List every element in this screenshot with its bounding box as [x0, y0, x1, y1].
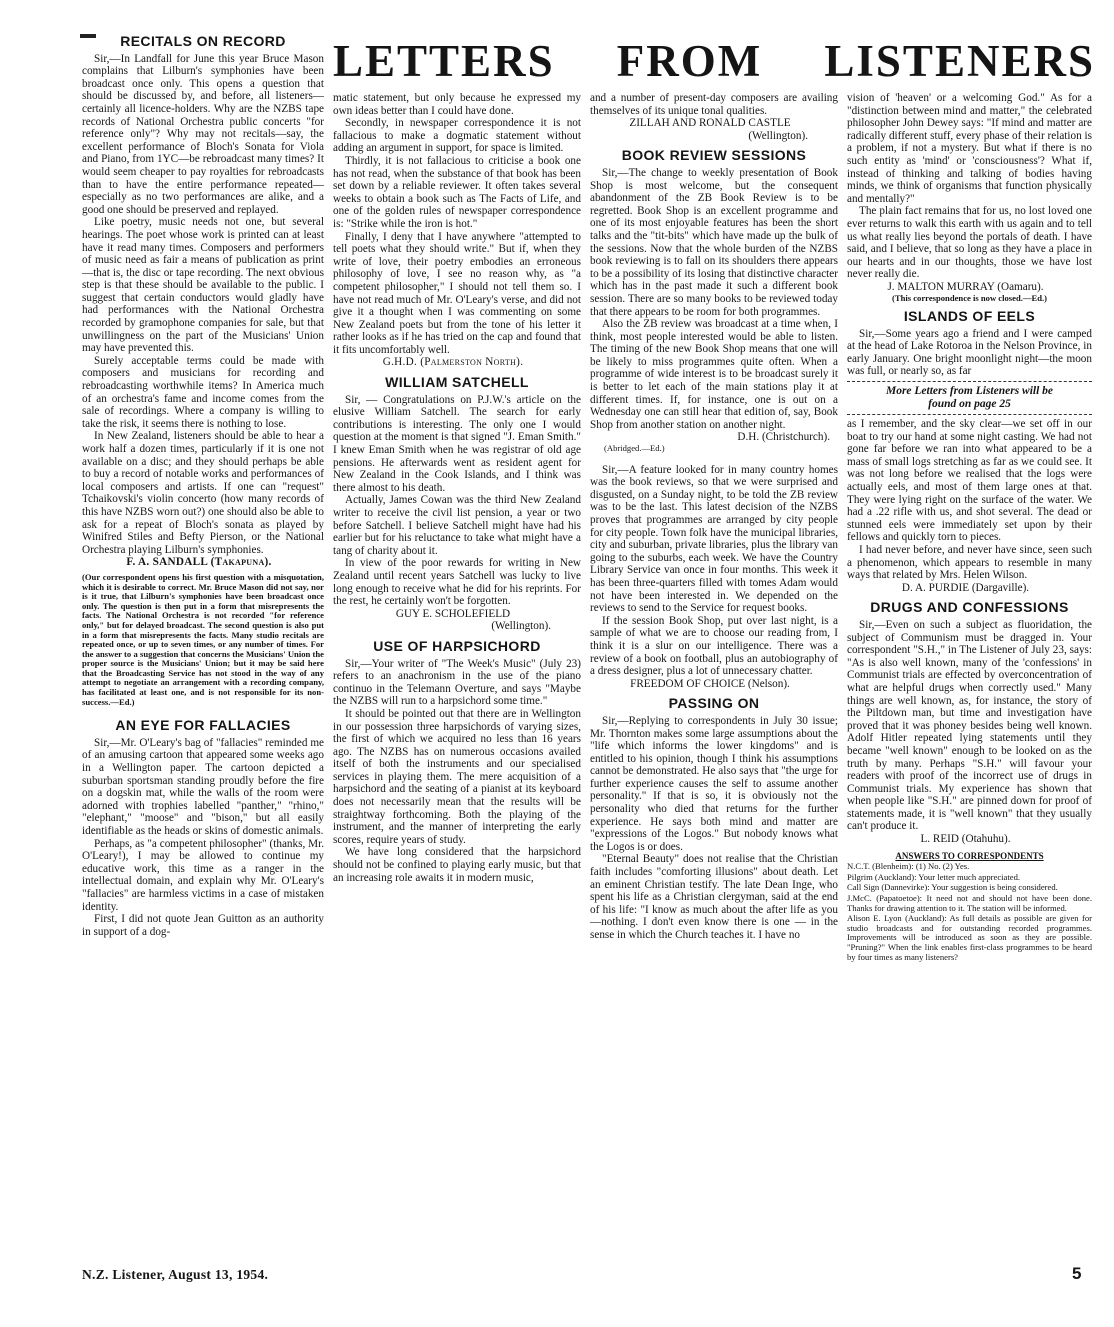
- paragraph: The plain fact remains that for us, no lost loved one ever returns to walk this earth with us again and to tell us what really lies beyond the portals of death. I have said, and I believe, that so long as they have a place in our hearts and in our thoughts, those we have lost never really die.: [847, 205, 1092, 281]
- paragraph: vision of 'heaven' or a welcoming God." As for a "distinction between mind and matter," the celebrated philosopher John Dewey says: "If mind and matter are radically different stuff, every phase of their relation is a problem, if not a mystery. But what if there is no such entity as 'mind' or 'consciousness'? What if, instead of thinking and talking of bodies having minds, we think of organisms that function physically and mentally?": [847, 92, 1092, 205]
- paragraph: matic statement, but only because he expressed my own ideas better than I could have done.: [333, 92, 581, 117]
- page-number: 5: [1072, 1264, 1082, 1283]
- signature: L. REID (Otahuhu).: [920, 833, 1011, 846]
- paragraph: I had never before, and never have since, seen such a phenomenon, which appears to resemble in many ways that related by Mrs. Helen Wilson.: [847, 544, 1092, 582]
- heading-an-eye-for-fallacies: AN EYE FOR FALLACIES: [115, 717, 291, 734]
- signature-location: (Wellington).: [491, 620, 551, 633]
- issue-footer: N.Z. Listener, August 13, 1954.: [82, 1267, 269, 1282]
- signature: D.H. (Christchurch).: [737, 431, 830, 444]
- signature: FREEDOM OF CHOICE (Nelson).: [630, 677, 790, 690]
- signature: F. A. SANDALL (Takapuna).: [126, 556, 272, 569]
- closed-note: (This correspondence is now closed.—Ed.): [891, 292, 1047, 303]
- paragraph: We have long considered that the harpsichord should not be confined to playing early music, but that an increasing role awaits it in modern music,: [333, 846, 581, 884]
- signature: ZILLAH AND RONALD CASTLE: [629, 117, 791, 130]
- answer-item: Alison E. Lyon (Auckland): As full details as possible are given for studio broadcasts and for outstanding recorded programmes. Improvements will be introduced as soon as they are possible. "Pruning?" When the link enables first-class programmes to be heard by four times as many listeners?: [847, 913, 1092, 962]
- heading-islands-of-eels: ISLANDS OF EELS: [903, 308, 1036, 325]
- signature-location: (Wellington).: [748, 129, 808, 142]
- paragraph: Sir,—A feature looked for in many country homes was the book reviews, so that we were surprised and disgusted, on a Sunday night, to be told the ZB review was to be the last. This latest decision of the NZBS proves that programmes are arranged by city people for city people. Town folk have the municipal libraries, city and suburban, private libraries, plus the library van going to the suburbs, each week. We have the Country Library Service van once in four months. This week it has been three-quarters filled with tomes Adam would not have been interested in. We depended on the reviews to send to the Service for request books.: [590, 463, 838, 615]
- column-4: [847, 92, 1092, 963]
- divider: [847, 381, 1092, 382]
- signature: G.H.D. (Palmerston North).: [382, 356, 524, 369]
- paragraph: Like poetry, music needs not one, but several hearings. The poet whose work is printed can at least have it read many times. Composers and performers of music need as fair a means of publication as print—that is, the disc or tape recording. The next obvious step is that these should be available to the public. I suggest that certain conductors would gladly have had performances with the National Orchestra recorded by gramophone companies for sale, but that unwillingness on the part of the Musicians' Union may have prevented this.: [82, 216, 324, 355]
- paragraph: Sir,—Your writer of "The Week's Music" (July 23) refers to an anachronism in the use of the piano continuo in the Telemann Overture, and says "Maybe the NZBS will run to a harpsichord some time.": [333, 657, 581, 708]
- continuation-page: found on page 25: [928, 398, 1011, 411]
- paragraph: If the session Book Shop, put over last night, is a sample of what we are to choose our reading from, I think it is a slur on our intelligence. There was a review of a book on football, plus an autobiography of a dress designer, plus a lot of unnecessary chatter.: [590, 614, 838, 678]
- answer-item: J.McC. (Papatoetoe): It need not and should not have been done. Thanks for drawing attention to it. The station will be informed.: [847, 893, 1092, 913]
- divider: [847, 414, 1092, 415]
- paragraph: Sir,—In Landfall for June this year Bruce Mason complains that Lilburn's symphonies have been broadcast once only. This opens a question that should be discussed by, and before, all listeners—certainly all licence-holders. Why are the NZBS tape records of National Orchestra public concerts "for reference only"? Why may not recitals—say, the excellent performance of Bloch's Sonata for Viola and Piano, from 1YC—be rebroadcast many times? It would seem cheaper to pay royalties for rebroadcasts than to have the entire performance repeated—especially as no two performances are alike, and a good one should be preserved and replayed.: [82, 52, 324, 216]
- paragraph: "Eternal Beauty" does not realise that the Christian faith includes "comforting illusions" about death. Let an eminent Christian testify. The late Dean Inge, who spent his life as a Christian clergyman, said at the end of his life: "I know as much about the after life as you—nothing. I don't even know there is one — in the sense in which the Church teaches it. I have no: [590, 853, 838, 941]
- paragraph: First, I did not quote Jean Guitton as an authority in support of a dog-: [82, 913, 324, 938]
- continuation-notice: More Letters from Listeners will be: [885, 385, 1054, 398]
- paragraph: Thirdly, it is not fallacious to criticise a book one has not read, when the substance of that book has been set down by a reliable reviewer. It often takes several weeks to obtain a book such as The Facts of Life, and one of the golden rules of newspaper correspondence is: "Strike while the iron is hot.": [333, 154, 581, 230]
- paragraph: Perhaps, as "a competent philosopher" (thanks, Mr. O'Leary!), I may be allowed to continue my educative work, this time as a ranger in the intellectual domain, and explain why Mr. O'Leary's "fallacies" are harmless victims in a case of mistaken identity.: [82, 837, 324, 913]
- signature: D. A. PURDIE (Dargaville).: [901, 581, 1030, 594]
- heading-book-review-sessions: BOOK REVIEW SESSIONS: [621, 147, 807, 164]
- paragraph: Sir,—Replying to correspondents in July 30 issue; Mr. Thornton makes some large assumptions about the "life which informs the lower kingdoms" and is entitled to his opinion, though I think his assumptions cannot be demonstrated. He also says that "the urge for further experience causes the self to assume another personality." If that is so, it is obviously not the personality who died that returns for the further experience. He says both mind and matter are "expressions of the Logos." But nobody knows what the Logos is or does.: [590, 714, 838, 853]
- paragraph: Sir,—Even on such a subject as fluoridation, the subject of Communism must be dragged in. Your correspondent "S.H.," in The Listener of July 23, says: "As is also well known, many of the 'confessions' in Communist trials are effected by overconcentration of what are helpful drugs when correctly used." Many things are well known, as, for instance, the story of the Piltdown man, but time and investigation have proved that it was phoney besides being well known. Adolf Hitler repeated lying statements until they became "well known" enough to be looked on as the truth by many. Perhaps "S.H." will favour your readers with proof of the incorrect use of drugs in Communist trials. My experience has shown that when people like "S.H." are pinned down for proof of statements made, it is "well known" that they usually can't produce it.: [847, 618, 1092, 833]
- paragraph: Also the ZB review was broadcast at a time when, I think, most people interested would be able to listen. The timing of the new Book Shop means that one will be likely to miss programmes quite often. When a programme of wide interest is to be broadcast surely it is better to let each of the main stations play it at different times. If, for instance, one is out on a Wednesday one can still hear that edition of, say, Book Shop from another station on another night.: [590, 318, 838, 431]
- heading-passing-on: PASSING ON: [668, 695, 760, 712]
- signature: J. MALTON MURRAY (Oamaru).: [887, 280, 1044, 293]
- abridged-note: (Abridged.—Ed.): [604, 443, 665, 454]
- heading-william-satchell: WILLIAM SATCHELL: [385, 374, 529, 391]
- paragraph: Sir,—Some years ago a friend and I were camped at the head of Lake Rotoroa in the Nelson Province, in early January. One bright moonlight night—the moon was full, or nearly so, as far: [847, 327, 1092, 378]
- column-1: [82, 28, 324, 938]
- paragraph: Secondly, in newspaper correspondence it is not fallacious to make a dogmatic statement without adding an argument in support, for space is limited.: [333, 117, 581, 155]
- paragraph: In New Zealand, listeners should be able to hear a work half a dozen times, particularly if it is one not available on a disc; and they should perhaps be able to buy a record of notable works and performances of local composers and artists. If one can "request" Tchaikovski's violin concerto (how many records of this have NZBS worn out?) one should also be able to ask for a repeat of Bloch's sonata as played by Winifred Stiles and Befty Pierson, or the National Orchestra playing Lilburn's symphonies.: [82, 430, 324, 556]
- column-3: [590, 92, 838, 942]
- paragraph: as I remember, and the sky clear—we set off in our boat to try our hand at some night casting. We had not gone far before we ran into what appeared to be a mass of small logs stretching as far as we could see. It was not long before we realised that the logs were actually eels, and most of them large ones at that. They were lying right on the surface of the water. We had a .22 rifle with us, and shot several. The dead or stunned eels were immediately set upon by their fellows and quickly torn to pieces.: [847, 418, 1092, 544]
- answer-item: Call Sign (Dannevirke): Your suggestion is being considered.: [847, 882, 1058, 893]
- heading-drugs-and-confessions: DRUGS AND CONFESSIONS: [870, 599, 1069, 616]
- paragraph: It should be pointed out that there are in Wellington in our possession three harpsichords of varying sizes, the first of which we acquired no less than 16 years ago. The NZBS has on numerous occasions availed itself of both the instruments and our specialised services in playing them. The mere acquisition of a harpsichord and the seating of a pianist at its keyboard does not necessarily mean that the results will be straightway forthcoming. Both the playing of the instrument, and the manner of interpreting the early scores, require years of study.: [333, 707, 581, 846]
- paragraph: Actually, James Cowan was the third New Zealand writer to receive the civil list pension, a year or two before Satchell. I believe Satchell might have had his earlier but for his reluctance to take what might have a tang of charity about it.: [333, 494, 581, 557]
- paragraph: Sir,—Mr. O'Leary's bag of "fallacies" reminded me of an amusing cartoon that appeared some weeks ago in a Wellington paper. The cartoon depicted a suburban sportsman standing proudly before the fire on a dogskin mat, while the walls of the room were adorned with trophies labelled "panther," "rhino," "elephant," "moose" and "bison," but all easily identifiable as the heads or skins of domestic animals.: [82, 736, 324, 837]
- paragraph: Sir,—The change to weekly presentation of Book Shop is most welcome, but the consequent abandonment of the ZB Book Review is to be regretted. Book Shop is an excellent programme and one of its most enjoyable features has been the short talks and the "tit-bits" which have made up the bulk of the sessions. Now that the whole burden of the NZBS book reviewing is to fall on its shoulders there appears to be a possibility of its losing that distinctive character which has in the past made it such a different book session. There are so many books to be reviewed today that there appears to be room for both programmes.: [590, 166, 838, 318]
- paragraph: Finally, I deny that I have anywhere "attempted to tell poets what they should write." But if, when they write of love, their poetry embodies an erroneous philosophy of love, I see no reason why, as "a competent philosopher," I should not tell them so. I have not read much of Mr. O'Leary's verse, and did not give it a thought when I was commenting on some New Zealand poets but from the tone of his letter it rather looks as if he has tried on the cap and found that it fits uncomfortably well.: [333, 230, 581, 356]
- answer-item: Pilgrim (Auckland): Your letter much appreciated.: [847, 871, 1021, 882]
- column-2: [333, 92, 581, 884]
- paragraph: and a number of present-day composers are availing themselves of its unique tonal qualities.: [590, 92, 838, 117]
- answer-item: N.C.T. (Blenheim): (1) No. (2) Yes.: [847, 861, 970, 872]
- editor-note: (Our correspondent opens his first question with a misquotation, which it is desirable to correct. Mr. Bruce Mason did not say, nor is it true, that Lilburn's symphonies have been broadcast once only. The question is then put in a form that misrepresents the facts. The National Orchestra is not recorded "for reference only," but for delayed broadcast. The second question is also put in a form that misrepresents the facts. Many studio recitals are repeated once, or up to seven times, or any number of times. For the answer to a suggestion that concerns the Musicians' Union the proper source is the Musicians' Union; but it may be said here that the Broadcasting Service has not stood in the way of any attempt to negotiate an arrangement with a recording company, has facilitated at least one, and is not responsible for its non-success.—Ed.): [82, 571, 324, 707]
- signature: GUY E. SCHOLEFIELD: [395, 607, 511, 620]
- paragraph: Surely acceptable terms could be made with composers and musicians for recording and rebroadcasting worthwhile items? In America much of an orchestra's fame and income comes from the sale of recordings. Where a company is willing to take the risk, it seems there is nothing to lose.: [82, 354, 324, 430]
- answers-heading: ANSWERS TO CORRESPONDENTS: [895, 850, 1044, 861]
- heading-use-of-harpsichord: USE OF HARPSICHORD: [373, 637, 541, 654]
- paragraph: Sir, — Congratulations on P.J.W.'s article on the elusive William Satchell. The search for early contributions is interesting. The only one I would question at the moment is that signed "J. Eman Smith." I knew Eman Smith when he was registrar of old age pensions. He afterwards went as resident agent for New Zealand in the Cook Islands, and I think was there almost to his death.: [333, 393, 581, 494]
- heading-recitals-on-record: RECITALS ON RECORD: [120, 33, 286, 49]
- answers-to-correspondents: [847, 852, 1092, 963]
- masthead-title: LETTERS FROM LISTENERS: [333, 36, 1095, 86]
- paragraph: In view of the poor rewards for writing in New Zealand until recent years Satchell was lucky to live long enough to receive what he did for his reprints. For the rest, he certainly won't be forgotten.: [333, 557, 581, 608]
